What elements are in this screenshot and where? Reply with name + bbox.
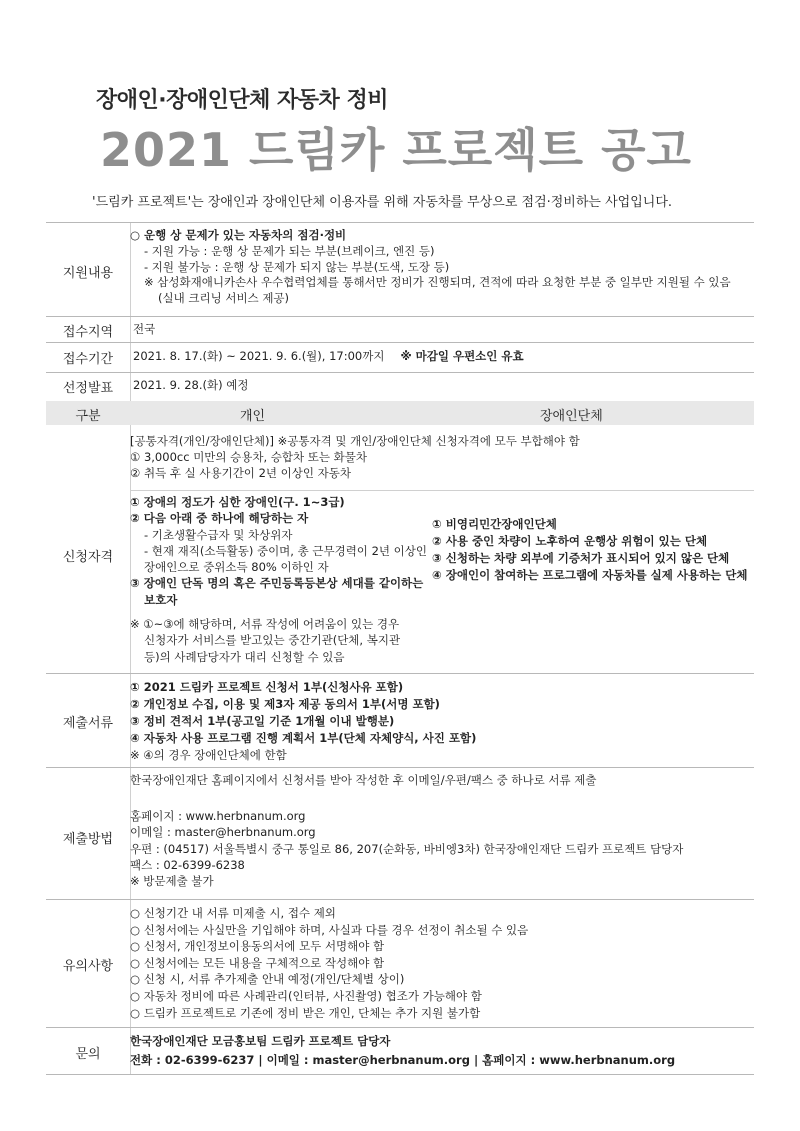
contact-line: 전화 : 02-6399-6237 | 이메일 : master@herbnanum.org | 홈페이지 : www.herbnanum.org (130, 1053, 676, 1067)
section-divider (46, 673, 754, 674)
contact-line: 한국장애인재단 모금홍보팀 드림카 프로젝트 담당자 (130, 1034, 391, 1048)
section-divider (46, 222, 754, 223)
region-value: 전국 (133, 322, 156, 336)
method-line: 팩스 : 02-6399-6238 (130, 857, 245, 872)
contact-content (130, 1032, 675, 1070)
support-line: ※ 삼성화재애니카손사 우수협력업체를 통해서만 정비가 진행되며, 견적에 따라 요청한 부분 중 일부만 지원될 수 있음 (144, 275, 731, 290)
note-line: ○ 신청기간 내 서류 미제출 시, 접수 제외 (130, 906, 336, 920)
note-line: ○ 신청서, 개인정보이용동의서에 모두 서명해야 함 (130, 939, 385, 954)
section-divider (46, 342, 754, 343)
org-line: ④ 장애인이 참여하는 프로그램에 자동차를 실제 사용하는 단체 (432, 568, 748, 582)
announce-label: 선정발표 (62, 381, 114, 396)
notes-label: 유의사항 (62, 959, 114, 974)
individual-line: - 현재 재직(소득활동) 중이며, 총 근무경력이 2년 이상인 (144, 543, 427, 558)
header-category: 구분 (75, 409, 101, 424)
note-line: ○ 자동차 정비에 따른 사례관리(인터뷰, 사진촬영) 협조가 가능해야 함 (130, 988, 482, 1003)
section-divider (46, 1074, 754, 1075)
support-line: (실내 크리닝 서비스 제공) (158, 291, 290, 306)
intro-text: '드림카 프로젝트'는 장애인과 장애인단체 이용자를 위해 자동차를 무상으로 점검·정비하는 사업입니다. (92, 195, 673, 210)
note-line: ○ 신청 시, 서류 추가제출 안내 예정(개인/단체별 상이) (130, 972, 405, 987)
section-divider (46, 1027, 754, 1028)
document-line: ② 개인정보 수집, 이용 및 제3자 제공 동의서 1부(서명 포함) (130, 697, 440, 711)
eligibility-org (432, 516, 748, 584)
document-line: ① 2021 드림카 프로젝트 신청서 1부(신청사유 포함) (130, 680, 404, 694)
method-label: 제출방법 (62, 832, 114, 847)
individual-line: - 기초생활수급자 및 차상위자 (144, 527, 293, 542)
section-divider (46, 899, 754, 900)
document-line: ③ 정비 견적서 1부(공고일 기준 1개월 이내 발행분) (130, 714, 395, 728)
method-intro: 한국장애인재단 홈페이지에서 신청서를 받아 작성한 후 이메일/우편/팩스 중 하나로 서류 제출 (130, 773, 597, 787)
period-value: 2021. 8. 17.(화) ~ 2021. 9. 6.(월), 17:00까지 ※ 마감일 우편소인 유효 (133, 349, 524, 363)
eligibility-label: 신청자격 (62, 550, 114, 565)
method-line: ※ 방문제출 불가 (130, 874, 214, 889)
individual-line: 등)의 사례담당자가 대리 신청할 수 있음 (144, 649, 345, 664)
documents-label: 제출서류 (62, 716, 114, 731)
page-title: 2021 드림카 프로젝트 공고 (100, 123, 692, 177)
individual-line: 신청자가 서비스를 받고있는 중간기관(단체, 복지관 (144, 633, 401, 648)
notes-content (130, 905, 528, 1021)
note-line: ○ 드림카 프로젝트로 기존에 정비 받은 개인, 단체는 추가 지원 불가함 (130, 1005, 481, 1020)
method-content (130, 808, 683, 889)
support-line: - 지원 가능 : 운행 상 문제가 되는 부분(브레이크, 엔진 등) (144, 243, 435, 258)
method-line: 홈페이지 : www.herbnanum.org (130, 809, 306, 823)
org-line: ① 비영리민간장애인단체 (432, 517, 557, 531)
org-line: ② 사용 중인 차량이 노후하여 운행상 위험이 있는 단체 (432, 534, 708, 548)
header-org: 장애인단체 (540, 409, 603, 424)
page-subtitle: 장애인·장애인단체 자동차 정비 (96, 88, 388, 113)
document-line: ④ 자동차 사용 프로그램 진행 계획서 1부(단체 자체양식, 사진 포함) (130, 731, 477, 745)
document-line: ※ ④의 경우 장애인단체에 한함 (130, 748, 287, 762)
documents-content (130, 679, 476, 764)
announce-value: 2021. 9. 28.(화) 예정 (133, 378, 249, 392)
common-line: ① 3,000cc 미만의 승용차, 승합차 또는 화물차 (130, 449, 367, 464)
note-line: ○ 신청서에는 모든 내용을 구체적으로 작성해야 함 (130, 955, 385, 970)
section-divider (46, 316, 754, 317)
eligibility-individual (130, 494, 427, 665)
support-line: - 지원 불가능 : 운행 상 문제가 되지 않는 부분(도색, 도장 등) (144, 259, 450, 274)
individual-line: ② 다음 아래 중 하나에 해당하는 자 (130, 511, 309, 526)
header-individual: 개인 (240, 409, 266, 424)
note-line: ○ 신청서에는 사실만을 기입해야 하며, 사실과 다를 경우 선정이 취소될 수 있음 (130, 922, 529, 937)
contact-label: 문의 (75, 1047, 101, 1062)
org-line: ③ 신청하는 차량 외부에 기증처가 표시되어 있지 않은 단체 (432, 551, 730, 565)
period-note: ※ 마감일 우편소인 유효 (400, 349, 524, 363)
section-divider (46, 767, 754, 768)
individual-line: ※ ①~③에 해당하며, 서류 작성에 어려움이 있는 경우 (130, 617, 400, 632)
method-line: 이메일 : master@herbnanum.org (130, 825, 316, 840)
common-line: [공통자격(개인/장애인단체)] ※공통자격 및 개인/장애인단체 신청자격에 모두 부합해야 함 (130, 434, 580, 448)
individual-line: 장애인으로 중위소득 80% 이하인 자 (144, 560, 329, 575)
individual-line: ① 장애의 정도가 심한 장애인(구. 1~3급) (130, 495, 345, 509)
region-label: 접수지역 (62, 325, 114, 340)
section-divider (46, 372, 754, 373)
common-line: ② 취득 후 실 사용기간이 2년 이상인 자동차 (130, 465, 351, 480)
support-line: ○ 운행 상 문제가 있는 자동차의 점검·정비 (130, 228, 347, 242)
individual-line: ③ 장애인 단독 명의 혹은 주민등록등본상 세대를 같이하는 (130, 576, 424, 591)
period-label: 접수기간 (62, 352, 114, 367)
eligibility-common (130, 434, 580, 481)
method-line: 우편 : (04517) 서울특별시 중구 통일로 86, 207(순화동, 바비엥3차) 한국장애인재단 드림카 프로젝트 담당자 (130, 841, 684, 856)
table-header (46, 401, 754, 425)
row-divider (130, 490, 754, 491)
individual-line: 보호자 (144, 592, 178, 607)
support-content (130, 228, 731, 307)
support-label: 지원내용 (62, 266, 114, 281)
